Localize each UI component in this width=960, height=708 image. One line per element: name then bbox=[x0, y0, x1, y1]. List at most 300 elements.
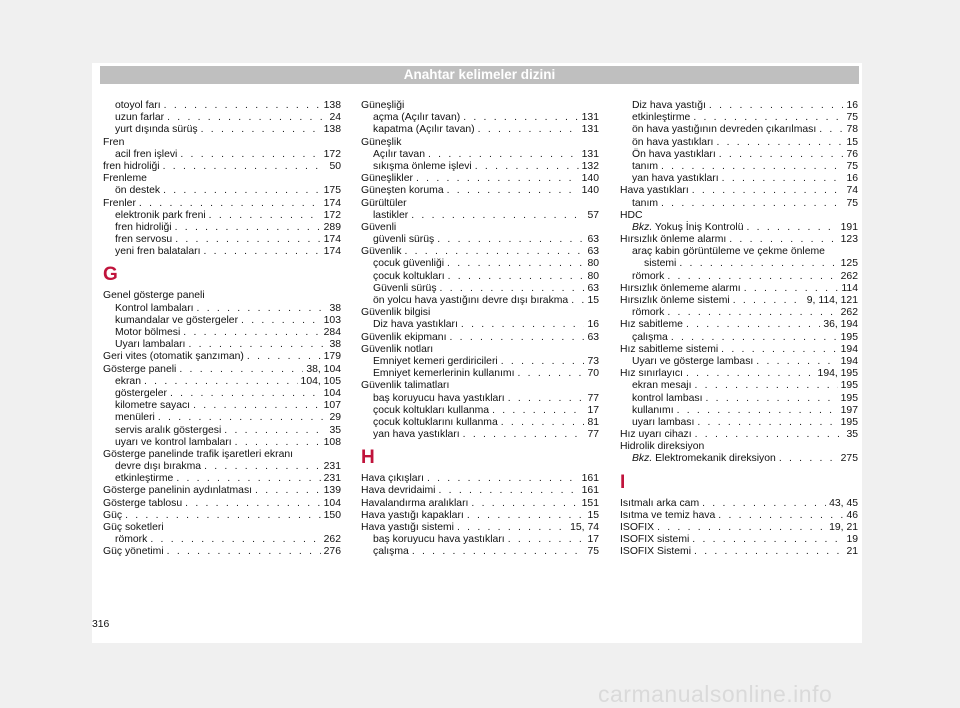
index-subentry bbox=[620, 137, 858, 149]
dot-leader bbox=[508, 393, 585, 405]
entry-term: ön yolcu hava yastığını devre dışı bırakma bbox=[373, 295, 569, 306]
entry-term: Uyarı lambaları bbox=[115, 339, 186, 351]
entry-term: Güç soketleri bbox=[103, 522, 164, 533]
entry-page-ref: 161 bbox=[581, 473, 599, 485]
index-subentry bbox=[103, 534, 341, 546]
entry-term: ön hava yastıkları bbox=[632, 136, 714, 148]
entry-page-ref: 57 bbox=[587, 209, 599, 221]
entry-page-ref: 63 bbox=[587, 246, 599, 258]
entry-page-ref: 131 bbox=[581, 148, 599, 160]
dot-leader bbox=[667, 307, 837, 319]
index-subentry bbox=[361, 112, 599, 124]
dot-leader bbox=[416, 173, 579, 185]
dot-leader bbox=[478, 124, 579, 136]
index-subentry bbox=[361, 546, 599, 558]
entry-term: Hava çıkışları bbox=[361, 473, 424, 485]
dot-leader bbox=[463, 112, 578, 124]
dot-leader bbox=[404, 246, 584, 258]
index-subentry bbox=[361, 368, 599, 380]
entry-term: Güneşlikler bbox=[361, 173, 413, 185]
index-subentry bbox=[361, 161, 599, 173]
index-entry bbox=[620, 546, 858, 558]
entry-page-ref: 80 bbox=[587, 258, 599, 270]
index-entry bbox=[103, 522, 341, 534]
index-entry bbox=[103, 510, 341, 522]
entry-term: Isıtma ve temiz hava bbox=[620, 509, 716, 521]
entry-term: Hırsızlık önleme alarmı bbox=[620, 234, 727, 246]
index-subentry bbox=[361, 429, 599, 441]
entry-term: Gösterge paneli bbox=[103, 363, 177, 375]
dot-leader bbox=[508, 534, 585, 546]
watermark: carmanualsonline.info bbox=[598, 681, 833, 707]
dot-leader bbox=[744, 283, 839, 295]
entry-term: Hız sabitleme bbox=[620, 319, 683, 331]
entry-page-ref: 35 bbox=[846, 429, 858, 441]
entry-term: Gösterge tablosu bbox=[103, 497, 183, 509]
entry-term: uyarı lambası bbox=[632, 416, 695, 428]
entry-page-ref: 123 bbox=[840, 234, 858, 246]
dot-leader bbox=[679, 258, 837, 270]
entry-page-ref: 104, 105 bbox=[300, 375, 341, 387]
dot-leader bbox=[661, 161, 843, 173]
dot-leader bbox=[163, 161, 327, 173]
entry-term: Hava yastıkları bbox=[620, 185, 689, 197]
entry-term: Güvenlik bbox=[361, 246, 402, 258]
index-subentry bbox=[361, 210, 599, 222]
entry-term: ön hava yastığının devreden çıkarılması bbox=[632, 124, 817, 136]
entry-term: Güvenlik notları bbox=[361, 343, 434, 355]
dot-leader bbox=[692, 185, 844, 197]
entry-term: tanım bbox=[632, 197, 658, 209]
entry-page-ref: 138 bbox=[323, 100, 341, 111]
index-subentry bbox=[361, 124, 599, 136]
entry-term: etkinleştirme bbox=[115, 473, 174, 485]
entry-page-ref: 50 bbox=[329, 160, 341, 172]
entry-page-ref: 46 bbox=[846, 509, 858, 521]
entry-term: acil fren işlevi bbox=[115, 148, 178, 160]
entry-page-ref: 19, 21 bbox=[829, 522, 858, 533]
index-entry bbox=[361, 246, 599, 258]
index-subentry bbox=[361, 283, 599, 295]
index-subentry bbox=[620, 173, 858, 185]
dot-leader bbox=[692, 534, 843, 546]
index-entry bbox=[361, 344, 599, 356]
entry-term: Güneşliği bbox=[361, 100, 405, 111]
entry-page-ref: 38, 104 bbox=[306, 363, 341, 375]
section-letter: H bbox=[361, 447, 375, 469]
section-letter: I bbox=[620, 471, 626, 493]
entry-page-ref: 77 bbox=[587, 392, 599, 404]
index-subentry bbox=[620, 100, 858, 112]
dot-leader bbox=[440, 283, 585, 295]
index-entry bbox=[361, 473, 599, 485]
dot-leader bbox=[492, 405, 584, 417]
dot-leader bbox=[695, 429, 844, 441]
entry-term: römork bbox=[632, 307, 665, 319]
index-subentry bbox=[103, 100, 341, 112]
index-entry bbox=[361, 485, 599, 497]
dot-leader bbox=[447, 258, 584, 270]
entry-page-ref: 15, 74 bbox=[570, 522, 599, 533]
entry-term: Frenler bbox=[103, 197, 136, 209]
entry-term: menüleri bbox=[115, 412, 155, 424]
index-entry bbox=[620, 368, 858, 380]
index-entry bbox=[103, 351, 341, 363]
entry-term: Gösterge panelinde trafik işaretleri ekranı bbox=[103, 448, 294, 460]
index-subentry bbox=[620, 332, 858, 344]
dot-leader bbox=[150, 534, 320, 546]
entry-page-ref: 132 bbox=[581, 160, 599, 172]
index-entry bbox=[361, 198, 599, 210]
entry-page-ref: 231 bbox=[323, 461, 341, 473]
entry-page-ref: 70 bbox=[587, 368, 599, 380]
index-entry bbox=[103, 137, 341, 149]
dot-leader bbox=[144, 376, 298, 388]
entry-page-ref: 35 bbox=[329, 424, 341, 436]
entry-term: lastikler bbox=[373, 209, 409, 221]
index-subentry bbox=[103, 473, 341, 485]
index-subentry bbox=[620, 380, 858, 392]
index-subentry bbox=[620, 453, 858, 465]
entry-term: Geri vites (otomatik şanzıman) bbox=[103, 351, 244, 363]
entry-page-ref: 38 bbox=[329, 339, 341, 351]
entry-term: sıkışma önleme işlevi bbox=[373, 160, 472, 172]
dot-leader bbox=[175, 222, 321, 234]
dot-leader bbox=[224, 425, 326, 437]
entry-page-ref: 43, 45 bbox=[829, 497, 858, 509]
index-subentry bbox=[103, 400, 341, 412]
entry-page-ref: 150 bbox=[323, 509, 341, 521]
dot-leader bbox=[461, 319, 585, 331]
dot-leader bbox=[756, 356, 837, 368]
entry-page-ref: 191 bbox=[840, 221, 858, 233]
entry-term: Emniyet kemeri gerdiricileri bbox=[373, 355, 498, 367]
index-subentry bbox=[361, 417, 599, 429]
entry-term: Güvenlik ekipmanı bbox=[361, 331, 447, 343]
entry-term: Açılır tavan bbox=[373, 148, 425, 160]
index-entry bbox=[620, 534, 858, 546]
entry-page-ref: 131 bbox=[581, 124, 599, 136]
dot-leader bbox=[747, 222, 838, 234]
entry-term: ISOFIX Sistemi bbox=[620, 546, 692, 558]
index-subentry bbox=[620, 112, 858, 124]
index-entry bbox=[620, 441, 858, 453]
entry-term: Hava devridaimi bbox=[361, 485, 436, 497]
entry-term: römork bbox=[632, 270, 665, 282]
entry-page-ref: 74 bbox=[846, 185, 858, 197]
index-column-1 bbox=[103, 100, 341, 559]
entry-term: Hava yastığı sistemi bbox=[361, 522, 454, 533]
entry-page-ref: 289 bbox=[323, 221, 341, 233]
dot-leader bbox=[170, 388, 321, 400]
dot-leader bbox=[657, 522, 826, 534]
index-subentry bbox=[103, 210, 341, 222]
entry-page-ref: 15 bbox=[846, 136, 858, 148]
entry-page-ref: 19 bbox=[846, 534, 858, 546]
entry-page-ref: 131 bbox=[581, 112, 599, 124]
dot-leader bbox=[193, 400, 321, 412]
dot-leader bbox=[197, 303, 327, 315]
dot-leader bbox=[167, 546, 321, 558]
entry-term: fren servosu bbox=[115, 234, 173, 246]
index-subentry bbox=[620, 198, 858, 210]
entry-page-ref: 108 bbox=[323, 436, 341, 448]
entry-page-ref: 103 bbox=[323, 314, 341, 326]
entry-term: fren hidroliği bbox=[115, 221, 172, 233]
entry-term: Hız sınırlayıcı bbox=[620, 368, 683, 380]
entry-term: kapatma (Açılır tavan) bbox=[373, 124, 475, 136]
entry-page-ref: 81 bbox=[587, 416, 599, 428]
index-subentry bbox=[361, 356, 599, 368]
entry-page-ref: 21 bbox=[846, 546, 858, 558]
entry-page-ref: 195 bbox=[840, 380, 858, 392]
dot-leader bbox=[694, 546, 843, 558]
index-subentry bbox=[620, 222, 858, 234]
dot-leader bbox=[176, 473, 320, 485]
index-entry bbox=[103, 290, 341, 302]
dot-leader bbox=[702, 498, 826, 510]
index-entry bbox=[103, 485, 341, 497]
entry-term: kumandalar ve göstergeler bbox=[115, 314, 239, 326]
index-subentry bbox=[103, 412, 341, 424]
dot-leader bbox=[412, 546, 585, 558]
index-subentry bbox=[103, 425, 341, 437]
index-entry bbox=[103, 449, 341, 461]
index-subentry bbox=[361, 149, 599, 161]
entry-term: elektronik park freni bbox=[115, 209, 206, 221]
dot-leader bbox=[716, 137, 843, 149]
entry-term: etkinleştirme bbox=[632, 112, 691, 124]
dot-leader bbox=[517, 368, 584, 380]
index-subentry bbox=[103, 124, 341, 136]
entry-term: yan hava yastıkları bbox=[373, 429, 460, 441]
entry-page-ref: 38 bbox=[329, 302, 341, 314]
entry-term: çocuk koltukları kullanma bbox=[373, 404, 490, 416]
entry-term: yeni fren balataları bbox=[115, 246, 201, 258]
entry-page-ref: 138 bbox=[323, 124, 341, 136]
index-entry bbox=[620, 510, 858, 522]
index-entry bbox=[361, 100, 599, 112]
index-entry bbox=[103, 498, 341, 510]
entry-term: Uyarı ve gösterge lambası bbox=[632, 355, 754, 367]
dot-leader bbox=[671, 332, 838, 344]
dot-leader bbox=[203, 246, 320, 258]
index-subentry bbox=[103, 185, 341, 197]
entry-term: kilometre sayacı bbox=[115, 400, 191, 412]
dot-leader bbox=[571, 295, 584, 307]
entry-term: Güvenlik talimatları bbox=[361, 380, 450, 392]
entry-term: Genel gösterge paneli bbox=[103, 290, 205, 302]
dot-leader bbox=[411, 210, 584, 222]
entry-page-ref: 63 bbox=[587, 234, 599, 246]
entry-page-ref: 275 bbox=[840, 453, 858, 465]
index-subentry bbox=[361, 405, 599, 417]
index-entry bbox=[361, 332, 599, 344]
entry-page-ref: 197 bbox=[840, 404, 858, 416]
dot-leader bbox=[475, 161, 579, 173]
entry-term: Diz hava yastıkları bbox=[373, 319, 458, 331]
dot-leader bbox=[819, 124, 843, 136]
entry-page-ref: 174 bbox=[323, 197, 341, 209]
dot-leader bbox=[247, 351, 321, 363]
entry-term: Gösterge panelinin aydınlatması bbox=[103, 485, 253, 497]
entry-page-ref: 17 bbox=[587, 404, 599, 416]
entry-term: Frenleme bbox=[103, 173, 147, 185]
entry-term: Diz hava yastığı bbox=[632, 100, 706, 111]
entry-page-ref: 262 bbox=[323, 534, 341, 546]
entry-term: devre dışı bırakma bbox=[115, 461, 202, 473]
entry-term: baş koruyucu hava yastıkları bbox=[373, 534, 505, 546]
entry-term: sistemi bbox=[644, 258, 677, 270]
index-entry bbox=[103, 546, 341, 558]
dot-leader bbox=[694, 380, 837, 392]
entry-term: çocuk güvenliği bbox=[373, 258, 445, 270]
index-subentry bbox=[620, 124, 858, 136]
index-entry bbox=[620, 319, 858, 331]
entry-page-ref: 174 bbox=[323, 234, 341, 246]
entry-page-ref: 174 bbox=[323, 246, 341, 258]
entry-page-ref: 16 bbox=[846, 100, 858, 111]
entry-term: açma (Açılır tavan) bbox=[373, 112, 461, 124]
dot-leader bbox=[437, 234, 584, 246]
index-entry bbox=[361, 510, 599, 522]
dot-leader bbox=[667, 271, 837, 283]
entry-page-ref: 15 bbox=[587, 509, 599, 521]
index-subentry bbox=[103, 437, 341, 449]
dot-leader bbox=[447, 185, 579, 197]
page-title: Anahtar kelimeler dizini bbox=[100, 66, 859, 84]
entry-page-ref: 36, 194 bbox=[823, 319, 858, 331]
index-subentry bbox=[620, 307, 858, 319]
index-entry bbox=[620, 344, 858, 356]
entry-term: uyarı ve kontrol lambaları bbox=[115, 436, 232, 448]
dot-leader bbox=[733, 295, 804, 307]
entry-term: Güneşlik bbox=[361, 136, 402, 148]
entry-term: Bkz. Yokuş İniş Kontrolü bbox=[632, 221, 744, 233]
dot-leader bbox=[719, 149, 844, 161]
entry-page-ref: 107 bbox=[323, 400, 341, 412]
entry-page-ref: 195 bbox=[840, 416, 858, 428]
entry-term: Güvenlik bilgisi bbox=[361, 307, 431, 319]
index-entry bbox=[620, 429, 858, 441]
index-entry bbox=[103, 173, 341, 185]
entry-page-ref: 16 bbox=[846, 173, 858, 185]
entry-term: ekran bbox=[115, 375, 141, 387]
index-entry bbox=[361, 173, 599, 185]
entry-page-ref: 262 bbox=[840, 270, 858, 282]
dot-leader bbox=[705, 393, 837, 405]
entry-term: fren hidroliği bbox=[103, 160, 160, 172]
entry-page-ref: 75 bbox=[846, 197, 858, 209]
entry-page-ref: 80 bbox=[587, 270, 599, 282]
entry-page-ref: 17 bbox=[587, 534, 599, 546]
entry-page-ref: 114 bbox=[841, 282, 858, 294]
dot-leader bbox=[722, 173, 844, 185]
section-letter: G bbox=[103, 264, 118, 286]
dot-leader bbox=[158, 412, 327, 424]
index-entry bbox=[361, 498, 599, 510]
entry-page-ref: 15 bbox=[587, 295, 599, 306]
dot-leader bbox=[448, 271, 585, 283]
entry-page-ref: 231 bbox=[323, 473, 341, 485]
index-column-2 bbox=[361, 100, 599, 559]
entry-page-ref: 194 bbox=[840, 355, 858, 367]
entry-page-ref: 104 bbox=[323, 497, 341, 509]
entry-term: Güç yönetimi bbox=[103, 546, 164, 558]
entry-page-ref: 139 bbox=[323, 485, 341, 497]
dot-leader bbox=[175, 234, 320, 246]
index-subentry bbox=[620, 405, 858, 417]
dot-leader bbox=[779, 453, 838, 465]
entry-term: römork bbox=[115, 534, 148, 546]
entry-page-ref: 75 bbox=[846, 112, 858, 124]
entry-page-ref: 75 bbox=[846, 160, 858, 172]
dot-leader bbox=[204, 461, 321, 473]
index-subentry bbox=[620, 161, 858, 173]
entry-term: otoyol farı bbox=[115, 100, 161, 111]
dot-leader bbox=[188, 339, 326, 351]
entry-term: Motor bölmesi bbox=[115, 327, 181, 338]
index-subentry bbox=[361, 295, 599, 307]
entry-term: çocuk koltuklarını kullanma bbox=[373, 416, 498, 428]
entry-page-ref: 175 bbox=[323, 185, 341, 197]
entry-term: Emniyet kemerlerinin kullanımı bbox=[373, 368, 515, 380]
index-subentry bbox=[103, 234, 341, 246]
dot-leader bbox=[677, 405, 838, 417]
entry-page-ref: 78 bbox=[846, 124, 858, 136]
dot-leader bbox=[501, 356, 585, 368]
dot-leader bbox=[439, 485, 579, 497]
index-entry bbox=[361, 137, 599, 149]
dot-leader bbox=[693, 112, 843, 124]
entry-page-ref: 276 bbox=[323, 546, 341, 558]
dot-leader bbox=[241, 315, 321, 327]
index-subentry bbox=[103, 149, 341, 161]
entry-term: kontrol lambası bbox=[632, 392, 703, 404]
entry-term: Bkz. Elektromekanik direksiyon bbox=[632, 453, 776, 465]
index-subentry bbox=[620, 417, 858, 429]
dot-leader bbox=[164, 100, 321, 112]
entry-page-ref: 194, 195 bbox=[817, 368, 858, 380]
index-column-3 bbox=[620, 100, 858, 559]
dot-leader bbox=[661, 198, 843, 210]
index-subentry bbox=[103, 222, 341, 234]
entry-term: çalışma bbox=[373, 546, 409, 558]
dot-leader bbox=[163, 185, 321, 197]
dot-leader bbox=[686, 368, 815, 380]
entry-page-ref: 75 bbox=[587, 546, 599, 558]
entry-term: çocuk koltukları bbox=[373, 270, 445, 282]
entry-term: HDC bbox=[620, 209, 643, 221]
entry-term: yan hava yastıkları bbox=[632, 173, 719, 185]
dot-leader bbox=[185, 498, 321, 510]
index-entry bbox=[103, 161, 341, 173]
dot-leader bbox=[463, 429, 585, 441]
entry-page-ref: 194 bbox=[840, 343, 858, 355]
entry-page-ref: 16 bbox=[587, 319, 599, 331]
index-subentry bbox=[361, 319, 599, 331]
entry-page-ref: 73 bbox=[587, 355, 599, 367]
dot-leader bbox=[729, 234, 837, 246]
entry-term: ön destek bbox=[115, 185, 161, 197]
index-subentry bbox=[620, 356, 858, 368]
index-subentry bbox=[103, 327, 341, 339]
index-subentry bbox=[361, 393, 599, 405]
index-entry bbox=[620, 283, 858, 295]
entry-page-ref: 29 bbox=[329, 412, 341, 424]
entry-term: yurt dışında sürüş bbox=[115, 124, 198, 136]
index-subentry bbox=[620, 149, 858, 161]
